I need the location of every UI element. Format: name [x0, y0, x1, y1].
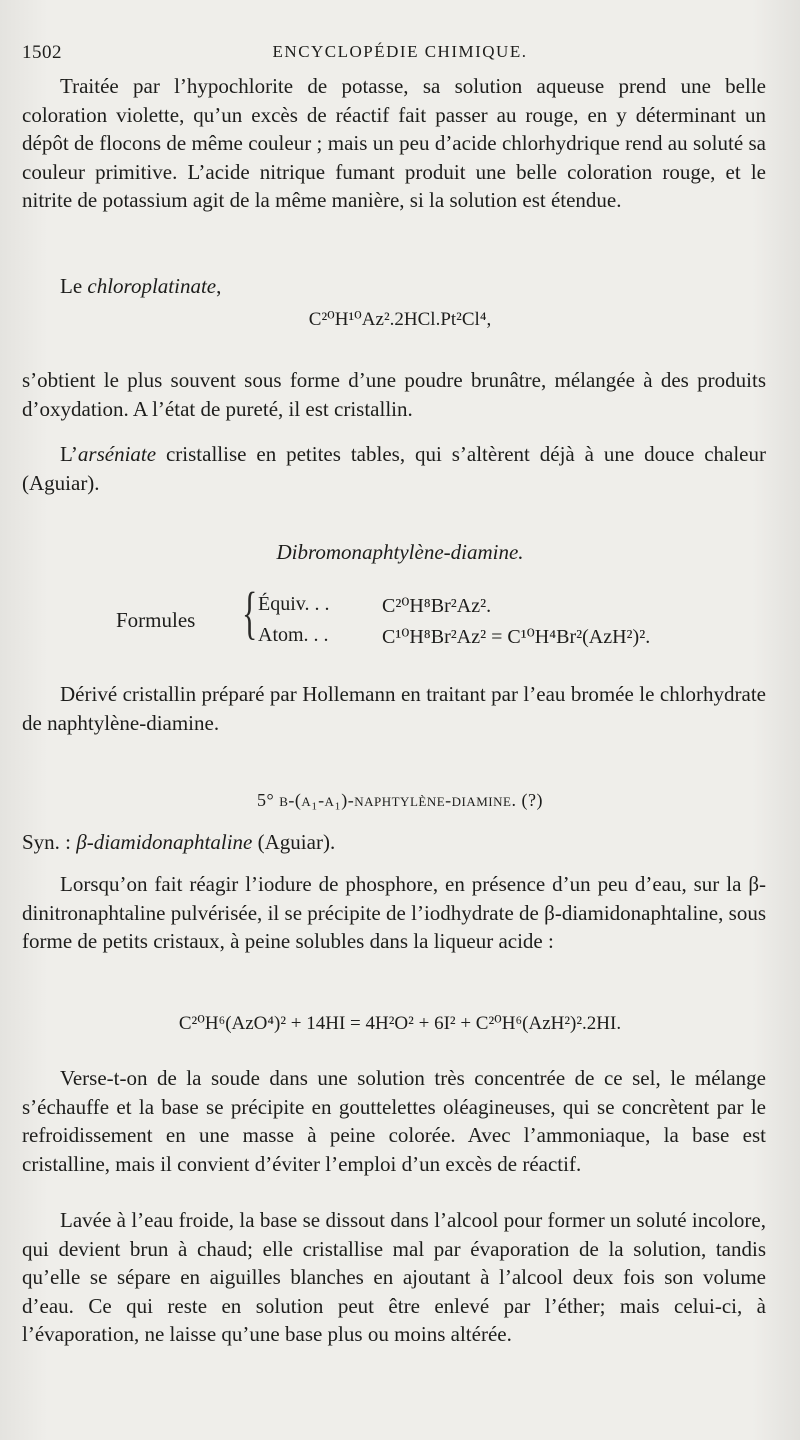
equation-reaction: C²⁰H⁶(AzO⁴)² + 14HI = 4H²O² + 6I² + C²⁰H⁶(AzH²)².2HI. — [178, 1013, 622, 1034]
formula-chloroplatinate: C²⁰H¹⁰Az².2HCl.Pt²Cl⁴, — [308, 309, 492, 330]
text-fragment: Le — [60, 274, 88, 298]
synonym-line — [22, 828, 766, 857]
text-fragment: Syn. : — [22, 830, 77, 854]
text-fragment: L’ — [60, 442, 78, 466]
term-arseniate: arséniate — [77, 442, 157, 466]
paragraph-chloroplatinate-desc: s’obtient le plus souvent sous forme d’une poudre brunâtre, mélangée à des produits d’oxydation. A l’état de pureté, il est cristallin. — [22, 368, 766, 421]
term-diamidonaphtaline: β-diamidonaphtaline — [76, 830, 253, 854]
equiv-formula: C²⁰H⁸Br²Az². — [382, 595, 492, 617]
formules-label: Formules — [116, 608, 196, 632]
paragraph-arseniate — [22, 440, 766, 497]
running-header: ENCYCLOPÉDIE CHIMIQUE. — [272, 42, 528, 61]
section-heading-dibromo: Dibromonaphtylène-diamine. — [276, 540, 524, 564]
paragraph-chloroplatinate-intro — [22, 272, 766, 301]
paragraph-iodure: Lorsqu’on fait réagir l’iodure de phosphore, en présence d’un peu d’eau, sur la β-dinitronaphtaline pulvérisée, il se précipite de l’iodhydrate de β-diamidonaphtaline, sous forme de petits cristaux, à peine solubles dans la liqueur acide : — [22, 872, 766, 953]
paragraph-hollemann: Dérivé cristallin préparé par Hollemann en traitant par l’eau bromée le chlorhydrate de naphtylène-diamine. — [22, 682, 766, 735]
text-fragment: cristallise en petites tables, qui s’altèrent déjà à une douce chaleur (Aguiar). — [22, 442, 766, 495]
atom-label: Atom. . . — [258, 624, 329, 646]
paragraph-lavee: Lavée à l’eau froide, la base se dissout dans l’alcool pour former un soluté incolore, qui devient brun à chaud; elle cristallise mal par évaporation de la solution, tandis qu’elle se sépare en aiguilles blanches en ajoutant à l’alcool deux fois son volume d’eau. Ce qui reste en solution peut être enlevé par l’éther; mais celui-ci, à l’évaporation, ne laisse qu’une base plus ou moins altérée. — [22, 1208, 766, 1346]
page-number: 1502 — [22, 42, 62, 63]
text-fragment: , — [216, 274, 222, 298]
paragraph-hypochlorite: Traitée par l’hypochlorite de potasse, sa solution aqueuse prend une belle coloration violette, qu’un excès de réactif fait passer au rouge, en y déterminant un dépôt de flocons de même couleur ; mais un peu d’acide chlorhydrique rend au soluté sa couleur primitive. L’acide nitrique fumant produit une belle coloration rouge, et le nitrite de potassium agit de la même manière, si la solution est étendue. — [22, 74, 766, 212]
equiv-label: Équiv. . . — [258, 593, 330, 615]
atom-formula: C¹⁰H⁸Br²Az² = C¹⁰H⁴Br²(AzH²)². — [382, 626, 651, 648]
text-fragment: (Aguiar). — [252, 830, 336, 854]
paragraph-soude: Verse-t-on de la soude dans une solution très concentrée de ce sel, le mélange s’échauffe et la base se précipite en gouttelettes oléagineuses, qui se concrètent par le refroidissement en une masse à peine colorée. Avec l’ammoniaque, la base est cristalline, mais il convient d’éviter l’emploi d’un excès de réactif. — [22, 1066, 766, 1176]
term-chloroplatinate: chloroplatinate — [87, 274, 217, 298]
section-heading-5: 5° β-(α₁-α₁)-naphtylène-diamine. (?) — [257, 790, 543, 810]
brace-icon: { — [242, 580, 258, 645]
